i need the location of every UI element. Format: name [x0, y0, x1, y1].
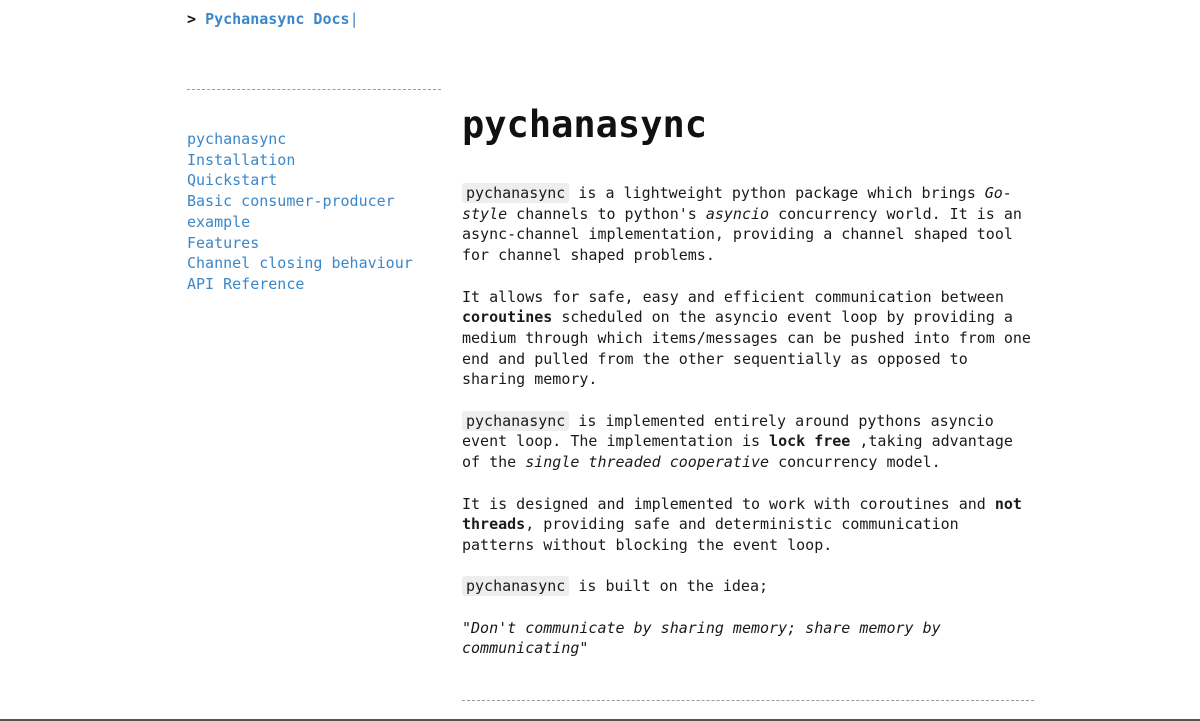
bold-text: coroutines [462, 308, 553, 327]
sidebar-item-example [187, 212, 437, 233]
sidebar-link-channel-closing-behaviour[interactable]: Channel closing behaviour [187, 254, 413, 273]
paragraph-text: channels to python's [507, 204, 706, 223]
sidebar-link-basic-consumer-producer[interactable]: Basic consumer-producer [187, 192, 395, 211]
emphasis-text: asyncio [705, 204, 770, 223]
paragraph-text: concurrency world. It is an async-channel implementation, providing a channel shaped tool for channel shaped problems. [462, 204, 1022, 265]
paragraph-text: , providing safe and deterministic communication patterns without blocking the event loop. [462, 515, 959, 554]
inline-code: pychanasync [462, 411, 569, 431]
prompt-symbol: > [187, 10, 197, 28]
emphasis-text: Go-style [462, 184, 1012, 223]
paragraph-text: concurrency model. [769, 453, 941, 472]
bold-text: lock free [769, 432, 851, 451]
content-divider [462, 700, 1034, 701]
main-content [462, 100, 1036, 659]
cursor-glyph: | [349, 10, 359, 28]
sidebar-item-features [187, 233, 437, 254]
intro-paragraph [462, 183, 1036, 266]
sidebar-link-quickstart[interactable]: Quickstart [187, 171, 278, 190]
bold-text: not threads [462, 494, 1022, 534]
sidebar-item-channel-closing-behaviour [187, 253, 437, 274]
emphasis-text: single threaded cooperative [525, 453, 770, 472]
paragraph-text: is built on the idea; [569, 577, 769, 596]
sidebar-divider [187, 89, 441, 90]
sidebar-item-basic-consumer-producer [187, 191, 437, 212]
paragraph-text: It allows for safe, easy and efficient communication between [462, 287, 1004, 306]
paragraph-text: It is designed and implemented to work with coroutines and [462, 494, 995, 513]
sidebar-item-pychanasync [187, 129, 437, 150]
sidebar-link-pychanasync[interactable]: pychanasync [187, 130, 287, 148]
quote-mark: " [462, 618, 472, 637]
site-header [187, 8, 359, 30]
page-title: pychanasync [462, 103, 708, 146]
quote-mark: " [579, 639, 589, 658]
quote-text: Don't communicate by sharing memory; share memory by communicating [462, 618, 941, 658]
sidebar-list [187, 129, 437, 295]
sidebar-link-example[interactable]: example [187, 212, 251, 231]
quote-paragraph [462, 618, 1036, 659]
inline-code: pychanasync [462, 576, 569, 596]
sidebar-link-features[interactable]: Features [187, 233, 260, 252]
idea-paragraph [462, 576, 1036, 597]
inline-code: pychanasync [462, 183, 569, 203]
paragraph-text: is a lightweight python package which brings [569, 184, 985, 202]
sidebar-nav [187, 129, 437, 295]
sidebar-item-installation [187, 150, 437, 171]
implementation-paragraph [462, 411, 1036, 473]
communication-paragraph [462, 287, 1036, 391]
sidebar-item-quickstart [187, 170, 437, 191]
sidebar-link-api-reference[interactable]: API Reference [187, 274, 305, 293]
paragraph-text: ,taking advantage of the [462, 432, 1013, 472]
site-title-link[interactable]: Pychanasync Docs [205, 10, 350, 28]
paragraph-text: is implemented entirely around pythons asyncio event loop. The implementation is [462, 411, 994, 451]
paragraph-text: scheduled on the asyncio event loop by providing a medium through which items/messages can be pushed into from one end and pulled from the other sequentially as opposed to sharing memory. [462, 308, 1031, 389]
sidebar-link-installation[interactable]: Installation [187, 150, 296, 169]
sidebar-item-api-reference [187, 274, 437, 295]
design-paragraph [462, 494, 1036, 556]
